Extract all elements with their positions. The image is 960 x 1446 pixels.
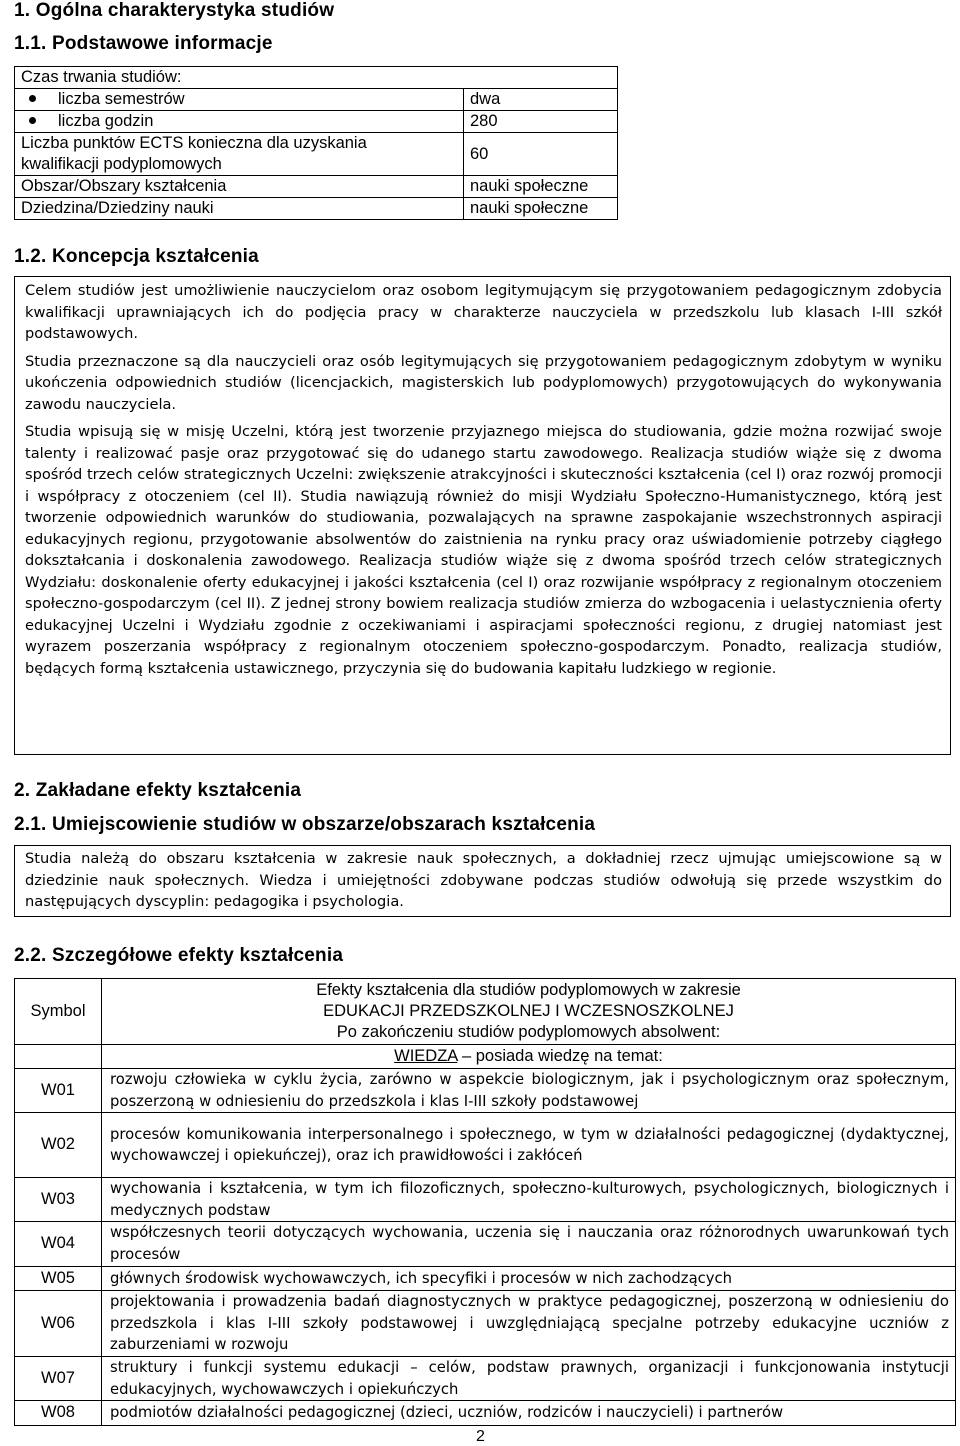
area-value: nauki społeczne [464, 176, 618, 198]
basic-info-table [14, 66, 618, 220]
effect-symbol: W05 [15, 1266, 102, 1291]
semesters-value: dwa [464, 89, 618, 111]
ects-label: Liczba punktów ECTS konieczna dla uzyskania kwalifikacji podyplomowych [15, 133, 464, 176]
concept-paragraph-3: Studia wpisują się w misję Uczelni, którą jest tworzenie przyjaznego miejsca do studiowania, gdzie można rozwijać swoje talenty i realizować pasje oraz przygotować się do udanego startu zawodowego. Realizacja studiów wiąże się z dwoma spośród trzech celów strategicznych Uczelni: zwiększenie atrakcyjności i skuteczności kształcenia (cel I) oraz rozwój promocji i współpracy z otoczeniem (cel II). Studia nawiązują również do misji Wydziału Społeczno-Humanistycznego, którą jest tworzenie odpowiednich warunków do studiowania, pozwalających na sprawne zaspokajanie wszechstronnych aspiracji edukacyjnych regionu, przygotowanie absolwentów do zaistnienia na rynku pracy oraz uświadomienie potrzeby ciągłego dokształcania i doskonalenia zawodowego. Realizacja studiów wiąże się z dwoma spośród trzech celów strategicznych Wydziału: doskonalenie oferty edukacyjnej i jakości kształcenia (cel I) oraz rozwijanie współpracy z regionalnym otoczeniem społeczno-gospodarczym (cel II). Z jednej strony bowiem realizacja studiów zmierza do wzbogacenia i uelastycznienia oferty edukacyjnej Uczelni i Wydziału zgodnie z oczekiwaniami i aspiracjami społeczności regionu, z drugiej natomiast jest wyrazem poszerzania współpracy z regionalnym otoczeniem społeczno-gospodarczym. Ponadto, realizacja studiów, będących formą kształcenia ustawicznego, przyczynia się do budowania kapitału ludzkiego w regionie. [25, 423, 942, 677]
symbol-header: Symbol [15, 979, 102, 1045]
effect-description: struktury i funkcji systemu edukacji – celów, podstaw prawnych, organizacji i funkcjonowania instytucji edukacyjnych, wychowawczych i opiekuńczych [102, 1356, 956, 1400]
section-1-2-title: 1.2. Koncepcja kształcenia [14, 246, 259, 267]
effect-description: podmiotów działalności pedagogicznej (dzieci, uczniów, rodziców i nauczycieli) i partnerów [102, 1401, 956, 1426]
placement-box [14, 845, 951, 917]
concept-paragraph-2: Studia przeznaczone są dla nauczycieli oraz osób legitymujących się przygotowaniem pedagogicznym zdobytym w wyniku ukończenia odpowiednich studiów (licencjackich, magisterskich lub podyplomowych) przygotowujących do wykonywania zawodu nauczyciela. [25, 352, 942, 413]
table-row [15, 1069, 956, 1113]
knowledge-suffix: – posiada wiedzę na temat: [457, 1047, 663, 1065]
table-row [15, 1356, 956, 1400]
effects-header [102, 979, 956, 1045]
table-row [15, 1401, 956, 1426]
duration-label: Czas trwania studiów: [15, 67, 618, 89]
bullet-icon [29, 117, 36, 124]
section-2-2-title: 2.2. Szczegółowe efekty kształcenia [14, 945, 344, 966]
effect-symbol: W04 [15, 1222, 102, 1266]
effects-header-line-3: Po zakończeniu studiów podyplomowych absolwent: [336, 1023, 721, 1041]
field-value: nauki społeczne [464, 198, 618, 220]
table-row [15, 1178, 956, 1222]
effect-symbol: W08 [15, 1401, 102, 1426]
table-row [15, 1266, 956, 1291]
section-1-title: 1. Ogólna charakterystyka studiów [14, 0, 335, 21]
section-2-title: 2. Zakładane efekty kształcenia [14, 780, 302, 801]
hours-label: liczba godzin [58, 112, 154, 130]
effect-symbol: W02 [15, 1113, 102, 1178]
bullet-icon [29, 95, 36, 102]
effect-description: wychowania i kształcenia, w tym ich filozoficznych, społeczno-kulturowych, psychologicznych, biologicznych i medycznych podstaw [102, 1178, 956, 1222]
effect-description: procesów komunikowania interpersonalnego i społecznego, w tym w działalności pedagogicznej (dydaktycznej, wychowawczej i opiekuńczej), oraz ich prawidłowości i zakłóceń [102, 1113, 956, 1178]
hours-value: 280 [464, 111, 618, 133]
effect-symbol: W07 [15, 1356, 102, 1400]
effects-header-line-1: Efekty kształcenia dla studiów podyplomowych w zakresie [316, 981, 741, 999]
effect-description: projektowania i prowadzenia badań diagnostycznych w praktyce pedagogicznej, poszerzoną w odniesieniu do przedszkola i klas I-III szkoły podstawowej i uwzględniającą specjalne potrzeby edukacyjne uczniów z zaburzeniami w rozwoju [102, 1291, 956, 1357]
concept-box [14, 276, 951, 755]
table-row [15, 1222, 956, 1266]
effect-description: rozwoju człowieka w cyklu życia, zarówno w aspekcie biologicznym, jak i psychologicznym oraz społecznym, poszerzoną w odniesieniu do przedszkola i klas I-III szkoły podstawowej [102, 1069, 956, 1113]
section-1-1-title: 1.1. Podstawowe informacje [14, 33, 273, 54]
knowledge-label: WIEDZA [394, 1047, 458, 1065]
effects-table [14, 978, 956, 1426]
page-number: 2 [476, 1428, 485, 1445]
knowledge-header [102, 1045, 956, 1069]
effect-symbol: W06 [15, 1291, 102, 1357]
semesters-label: liczba semestrów [58, 90, 185, 108]
effect-symbol: W03 [15, 1178, 102, 1222]
effects-header-line-2: EDUKACJI PRZEDSZKOLNEJ I WCZESNOSZKOLNEJ [323, 1002, 734, 1020]
section-2-1-title: 2.1. Umiejscowienie studiów w obszarze/obszarach kształcenia [14, 814, 596, 835]
table-row [15, 1291, 956, 1357]
concept-paragraph-1: Celem studiów jest umożliwienie nauczycielom oraz osobom legitymującym się przygotowaniem pedagogicznym zdobycia kwalifikacji uprawniających ich do podjęcia pracy w charakterze nauczyciela w przedszkolu lub klasach I-III szkół podstawowych. [25, 282, 942, 342]
effect-description: głównych środowisk wychowawczych, ich specyfiki i procesów w nich zachodzących [102, 1266, 956, 1291]
placement-text: Studia należą do obszaru kształcenia w zakresie nauk społecznych, a dokładniej rzecz ujmując umiejscowione są w dziedzinie nauk społecznych. Wiedza i umiejętności zdobywane podczas studiów odwołują się przede wszystkim do następujących dyscyplin: pedagogika i psychologia. [25, 850, 942, 910]
effect-description: współczesnych teorii dotyczących wychowania, uczenia się i nauczania oraz różnorodnych uwarunkowań tych procesów [102, 1222, 956, 1266]
area-label: Obszar/Obszary kształcenia [15, 176, 464, 198]
ects-value: 60 [464, 133, 618, 176]
table-row [15, 1113, 956, 1178]
field-label: Dziedzina/Dziedziny nauki [15, 198, 464, 220]
effect-symbol: W01 [15, 1069, 102, 1113]
